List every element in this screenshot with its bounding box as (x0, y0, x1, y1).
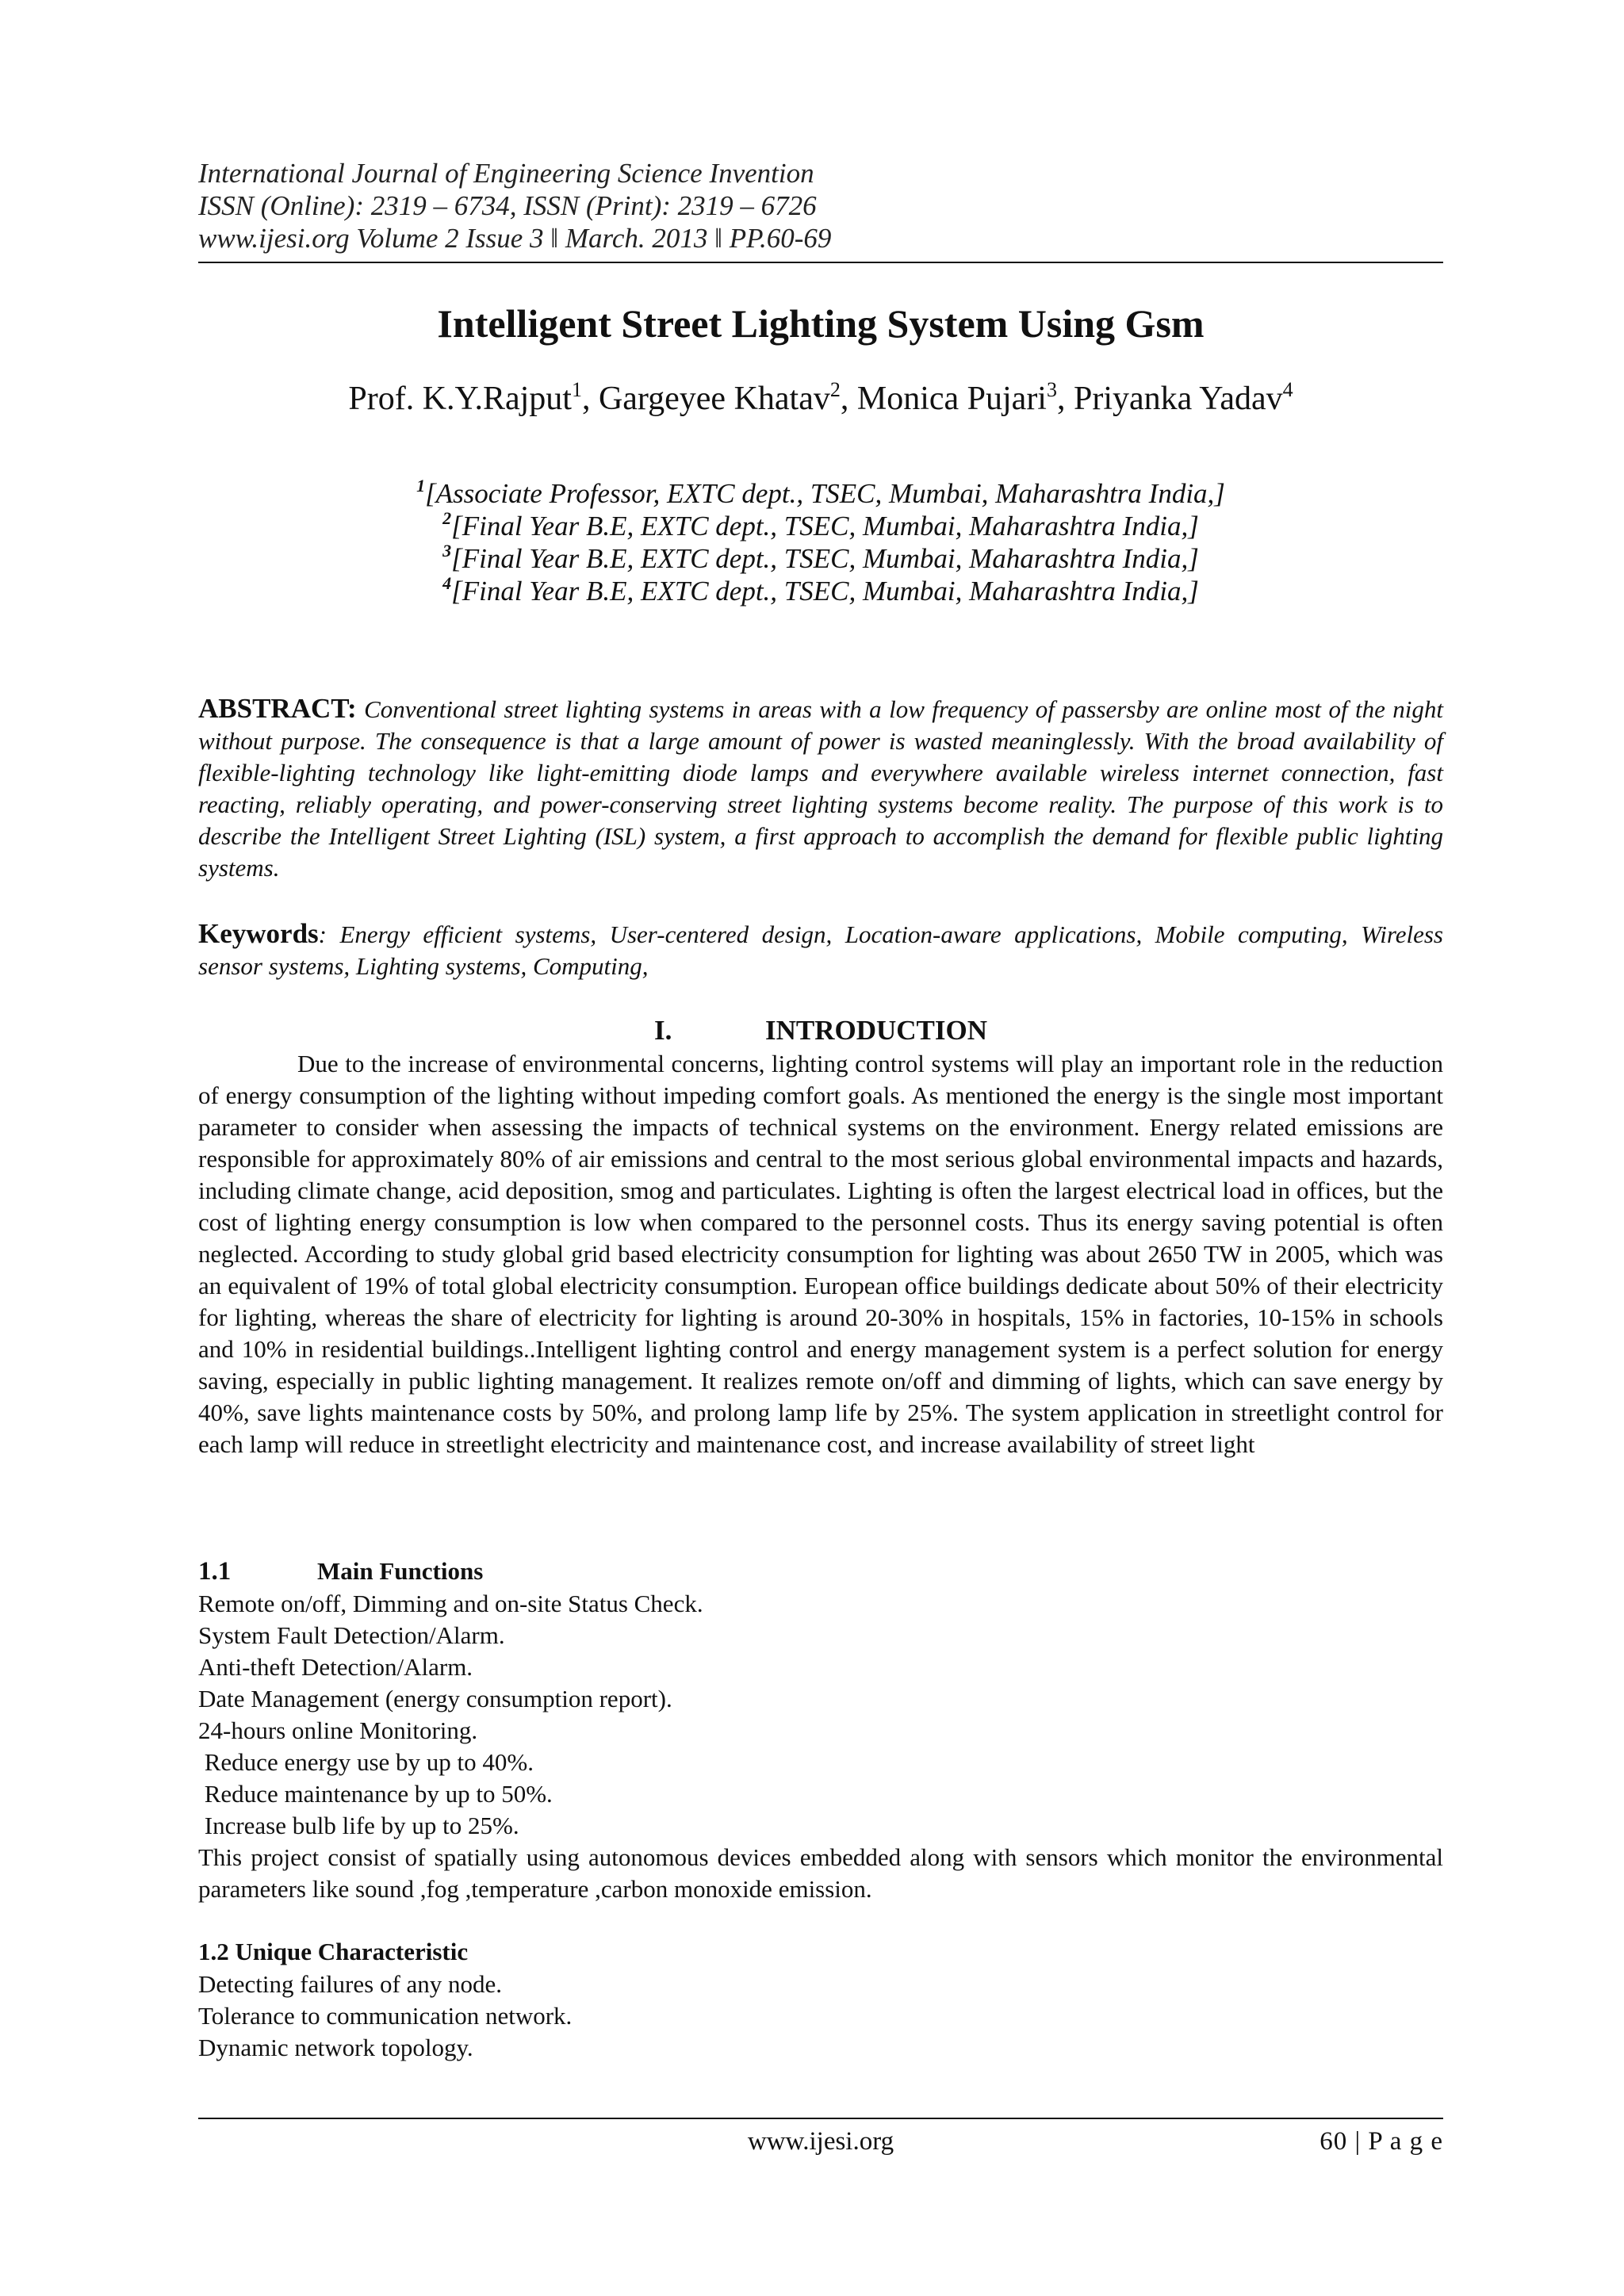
author-sup: 3 (1046, 378, 1057, 401)
author-sup: 2 (829, 378, 841, 401)
list-item: Dynamic network topology. (198, 2034, 473, 2061)
subsection-heading-main-functions (198, 1556, 1443, 1587)
affiliation: $^2$[Final Year B.E, EXTC dept., TSEC, Mumbai, Maharashtra India,] (442, 508, 1199, 541)
main-functions-list (198, 1588, 1443, 1905)
list-item: Increase bulb life by up to 25%. (198, 1812, 519, 1839)
section-number: I. (653, 1015, 672, 1046)
journal-name: International Journal of Engineering Science Invention (198, 158, 814, 189)
author-list: Prof. K.Y.Rajput$^1$, Gargeyee Khatav$^2$, Monica Pujari$^3$, Priyanka Yadav$^4$ (348, 378, 1293, 417)
list-item: Date Management (energy consumption report). (198, 1685, 672, 1712)
subsection-heading-unique-characteristic: 1.2 Unique Characteristic (198, 1938, 469, 1965)
keywords (198, 918, 1443, 982)
list-item: Reduce energy use by up to 40%. (198, 1748, 534, 1776)
affiliation-list (198, 477, 1443, 607)
paper-title: Intelligent Street Lighting System Using Gsm (437, 301, 1205, 346)
introduction-paragraph: Due to the increase of environmental concerns, lighting control systems will play an important role in the reduction of energy consumption of the lighting without impeding comfort goals. As mentioned the energy is the single most important parameter to consider when assessing the impacts of technical systems on the environment. Energy related emissions are responsible for approximately 80% of air emissions and central to the most serious global environmental impacts and hazards, including climate change, acid deposition, smog and particulates. Lighting is often the largest electrical load in offices, but the cost of lighting energy consumption is low when compared to the personnel costs. Thus its energy saving potential is often neglected. According to study global grid based electricity consumption for lighting was about 2650 TW in 2005, which was an equivalent of 19% of total global electricity consumption. European office buildings dedicate about 50% of their electricity for lighting, whereas the share of electricity for lighting is around 20-30% in hospitals, 15% in factories, 10-15% in schools and 10% in residential buildings..Intelligent lighting control and energy management system is a perfect solution for energy saving, especially in public lighting management. It realizes remote on/off and dimming of lights, which can save energy by 40%, save lights maintenance costs by 50%, and prolong lamp life by 25%. The system application in streetlight control for each lamp will reduce in streetlight electricity and maintenance cost, and increase availability of street light (198, 1050, 1443, 1458)
affiliation: $^3$[Final Year B.E, EXTC dept., TSEC, Mumbai, Maharashtra India,] (442, 541, 1199, 574)
journal-header (198, 157, 1443, 254)
list-item: 24-hours online Monitoring. (198, 1716, 478, 1744)
unique-characteristic-list (198, 1969, 1443, 2064)
list-item: Remote on/off, Dimming and on-site Status Check. (198, 1590, 703, 1617)
affiliation: $^1$[Associate Professor, EXTC dept., TSEC, Mumbai, Maharashtra India,] (416, 476, 1225, 509)
journal-issn: ISSN (Online): 2319 – 6734, ISSN (Print): 2319 – 6726 (198, 190, 817, 221)
list-item: Tolerance to communication network. (198, 2002, 573, 2030)
affiliation: $^4$[Final Year B.E, EXTC dept., TSEC, Mumbai, Maharashtra India,] (442, 573, 1199, 607)
page-number: 60 | P a g e (1320, 2127, 1443, 2156)
project-paragraph: This project consist of spatially using autonomous devices embedded along with sensors which monitor the environmental parameters like sound ,fog ,temperature ,carbon monoxide emission. (198, 1843, 1443, 1903)
keywords-label: Keywords (198, 918, 319, 949)
journal-volume: www.ijesi.org Volume 2 Issue 3 ǁ March. 2013 ǁ PP.60-69 (198, 223, 832, 254)
author-name: Priyanka Yadav (1073, 381, 1283, 417)
list-item: Reduce maintenance by up to 50%. (198, 1780, 553, 1808)
author-name: Prof. K.Y.Rajput (348, 381, 572, 417)
author-sup: 4 (1282, 378, 1293, 401)
section-heading-introduction (198, 1014, 1443, 1047)
subsection-number: 1.1 (198, 1557, 232, 1586)
header-divider (198, 262, 1443, 263)
footer-divider (198, 2118, 1443, 2119)
author-name: Gargeyee Khatav (598, 381, 830, 417)
section-heading-text: INTRODUCTION (764, 1015, 988, 1046)
abstract (198, 693, 1443, 884)
list-item: Detecting failures of any node. (198, 1970, 503, 1998)
keywords-text: : Energy efficient systems, User-centered design, Location-aware applications, Mobile computing, Wireless sensor systems, Lighting systems, Computing, (198, 920, 1443, 980)
abstract-label: ABSTRACT: (198, 693, 357, 724)
subsection-heading-text: Main Functions (317, 1557, 484, 1585)
author-name: Monica Pujari (856, 381, 1047, 417)
list-item: Anti-theft Detection/Alarm. (198, 1653, 473, 1681)
author-sup: 1 (571, 378, 582, 401)
footer-site: www.ijesi.org (747, 2127, 894, 2156)
abstract-text: Conventional street lighting systems in areas with a low frequency of passersby are online most of the night without purpose. The consequence is that a large amount of power is wasted meaninglessly. With the broad availability of flexible-lighting technology like light-emitting diode lamps and everywhere available wireless internet connection, fast reacting, reliably operating, and power-conserving street lighting systems become reality. The purpose of this work is to describe the Intelligent Street Lighting (ISL) system, a first approach to accomplish the demand for flexible public lighting systems. (198, 695, 1444, 882)
list-item: System Fault Detection/Alarm. (198, 1621, 505, 1649)
